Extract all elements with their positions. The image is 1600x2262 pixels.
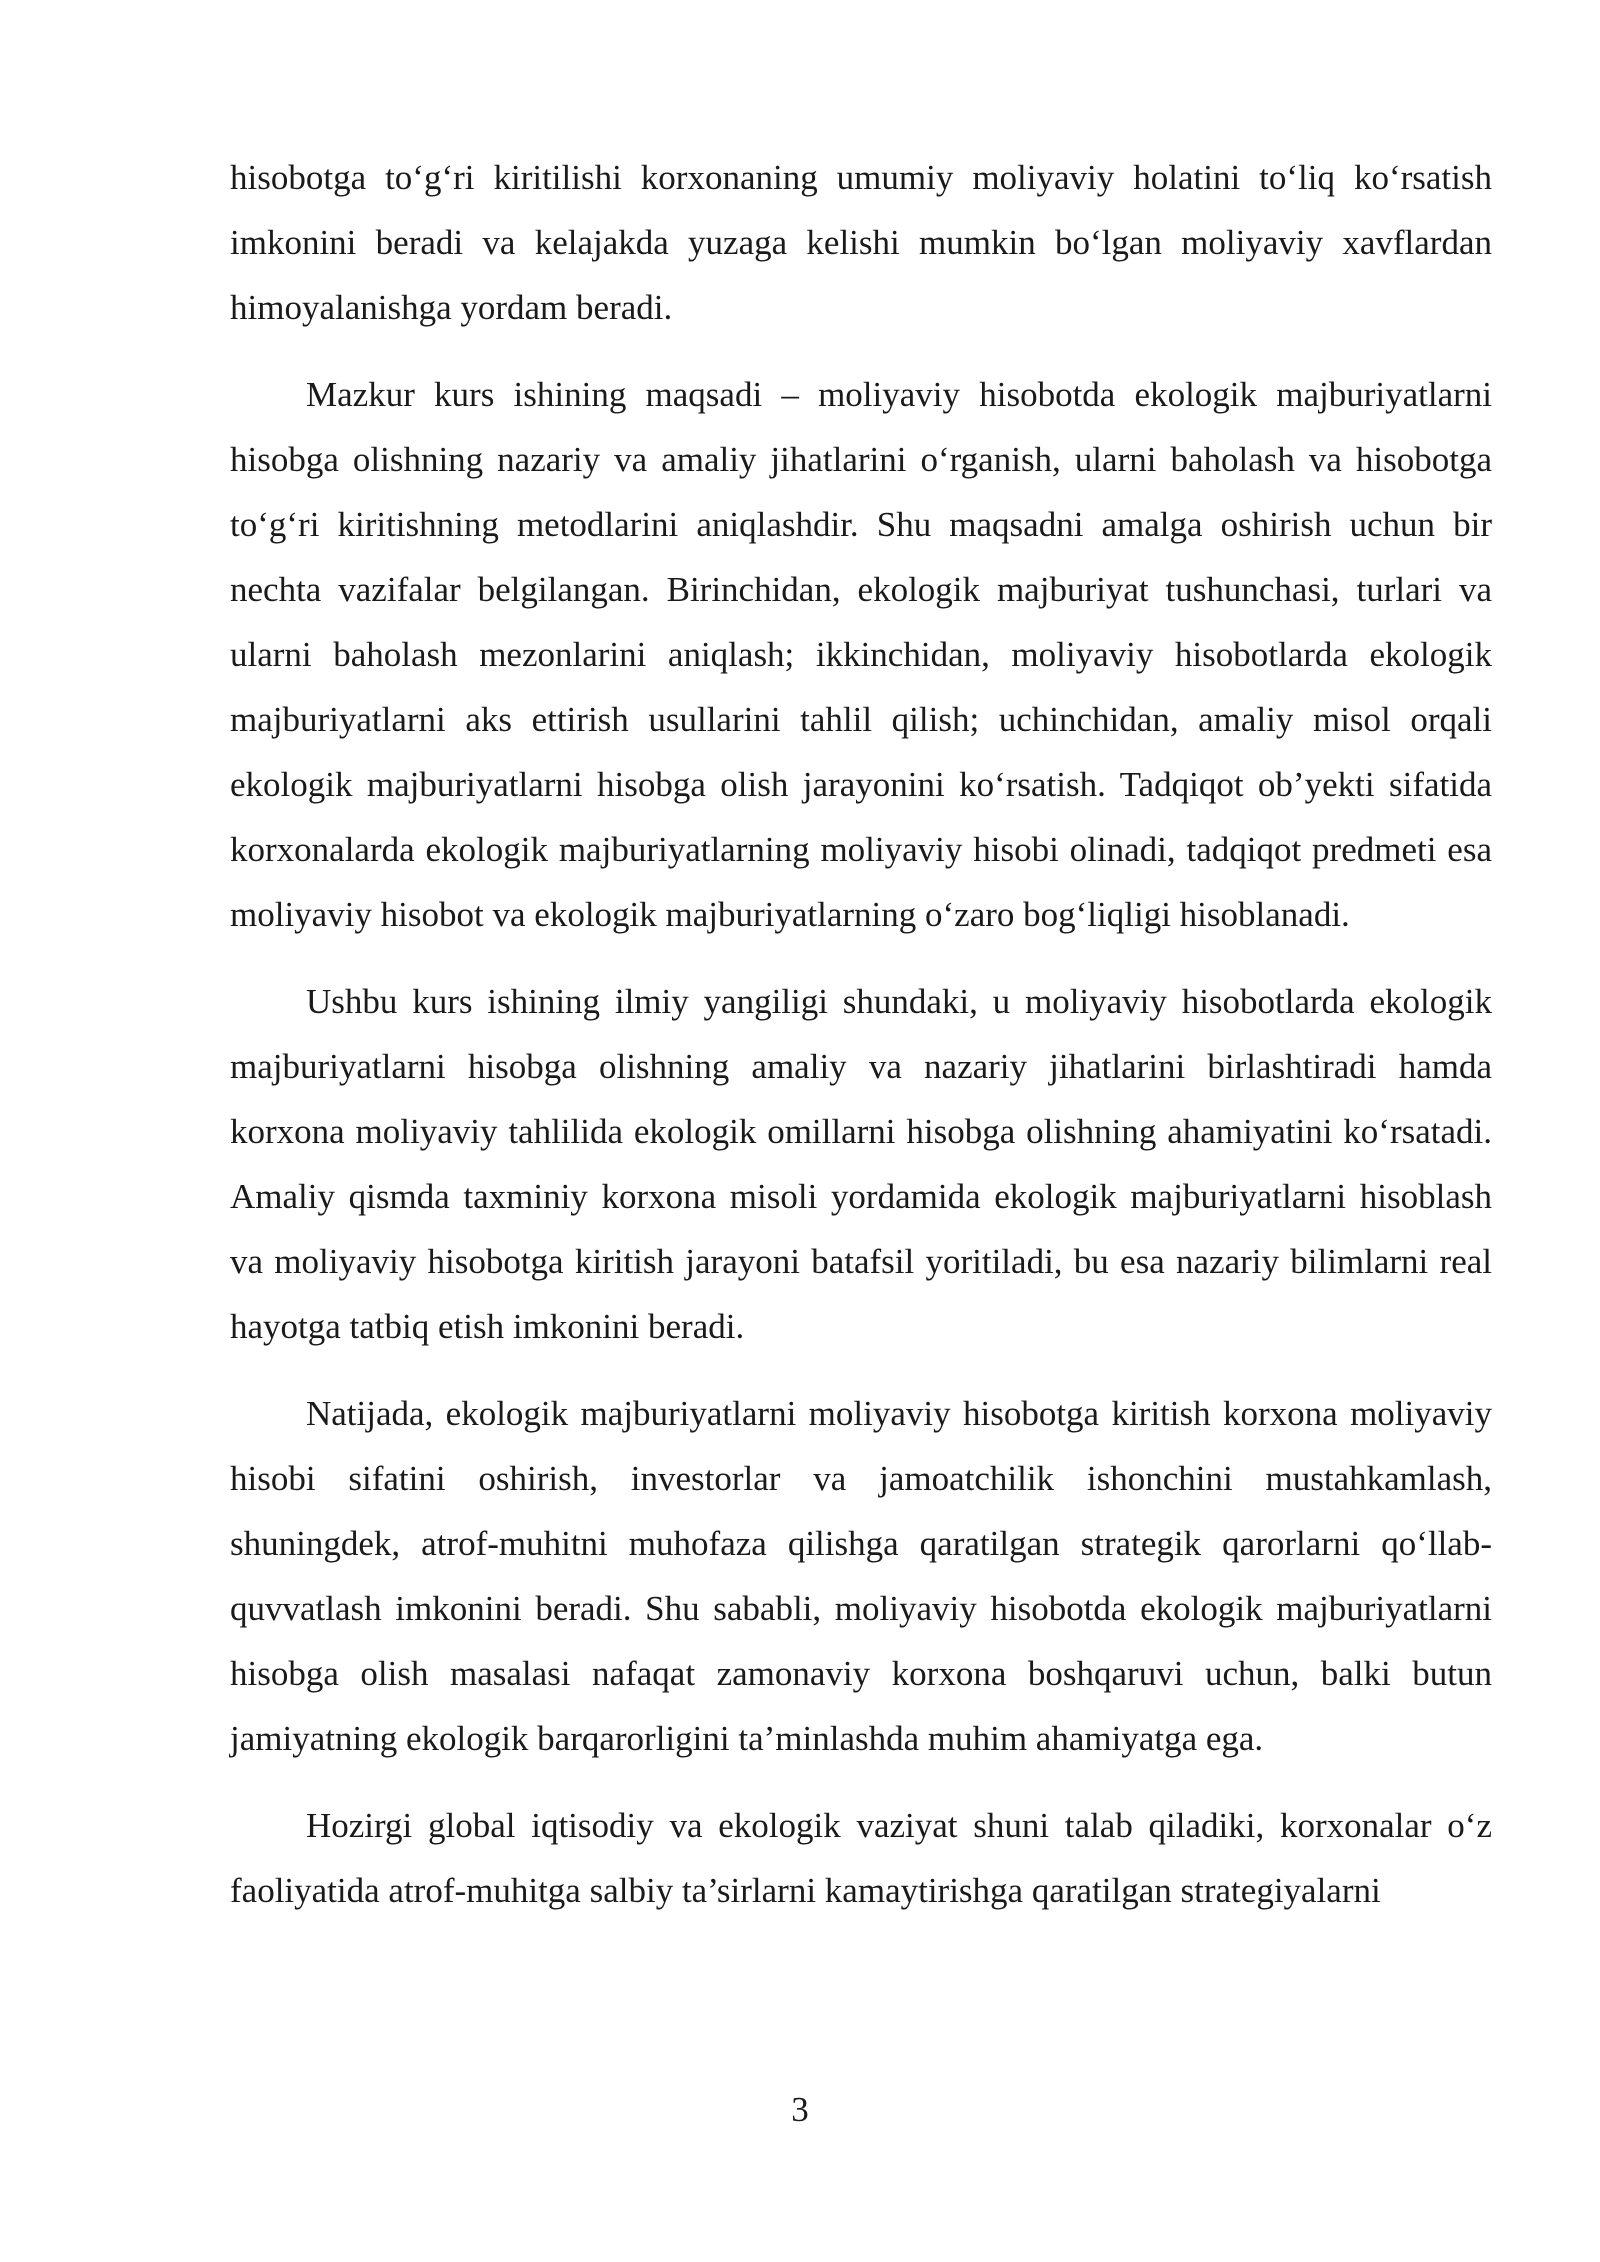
paragraph-global-situation: Hozirgi global iqtisodiy va ekologik vaziyat shuni talab qiladiki, korxonalar o‘z faoliyatida atrof-muhitga salbiy ta’sirlarni kamaytirishga qaratilgan strategiyalarni [230,1806,1492,1910]
paragraph-continuation: hisobotga to‘g‘ri kiritilishi korxonaning umumiy moliyaviy holatini to‘liq ko‘rsatish imkonini beradi va kelajakda yuzaga kelishi mumkin bo‘lgan moliyaviy xavflardan himoyalanishga yordam beradi. [230,158,1492,327]
document-body [230,145,1492,1945]
paragraph-result: Natijada, ekologik majburiyatlarni moliyaviy hisobotga kiritish korxona moliyaviy hisobi sifatini oshirish, investorlar va jamoatchilik ishonchini mustahkamlash, shuningdek, atrof-muhitni muhofaza qilishga qaratilgan strategik qarorlarni qo‘llab-quvvatlash imkonini beradi. Shu sababli, moliyaviy hisobotda ekologik majburiyatlarni hisobga olish masalasi nafaqat zamonaviy korxona boshqaruvi uchun, balki butun jamiyatning ekologik barqarorligini ta’minlashda muhim ahamiyatga ega. [230,1394,1492,1758]
paragraph-goal: Mazkur kurs ishining maqsadi – moliyaviy hisobotda ekologik majburiyatlarni hisobga olishning nazariy va amaliy jihatlarini o‘rganish, ularni baholash va hisobotga to‘g‘ri kiritishning metodlarini aniqlashdir. Shu maqsadni amalga oshirish uchun bir nechta vazifalar belgilangan. Birinchidan, ekologik majburiyat tushunchasi, turlari va ularni baholash mezonlarini aniqlash; ikkinchidan, moliyaviy hisobotlarda ekologik majburiyatlarni aks ettirish usullarini tahlil qilish; uchinchidan, amaliy misol orqali ekologik majburiyatlarni hisobga olish jarayonini ko‘rsatish. Tadqiqot ob’yekti sifatida korxonalarda ekologik majburiyatlarning moliyaviy hisobi olinadi, tadqiqot predmeti esa moliyaviy hisobot va ekologik majburiyatlarning o‘zaro bog‘liqligi hisoblanadi. [230,375,1492,934]
paragraph-novelty: Ushbu kurs ishining ilmiy yangiligi shundaki, u moliyaviy hisobotlarda ekologik majburiyatlarni hisobga olishning amaliy va nazariy jihatlarini birlashtiradi hamda korxona moliyaviy tahlilida ekologik omillarni hisobga olishning ahamiyatini ko‘rsatadi. Amaliy qismda taxminiy korxona misoli yordamida ekologik majburiyatlarni hisoblash va moliyaviy hisobotga kiritish jarayoni batafsil yoritiladi, bu esa nazariy bilimlarni real hayotga tatbiq etish imkonini beradi. [230,982,1492,1346]
page-number: 3 [791,2090,809,2129]
